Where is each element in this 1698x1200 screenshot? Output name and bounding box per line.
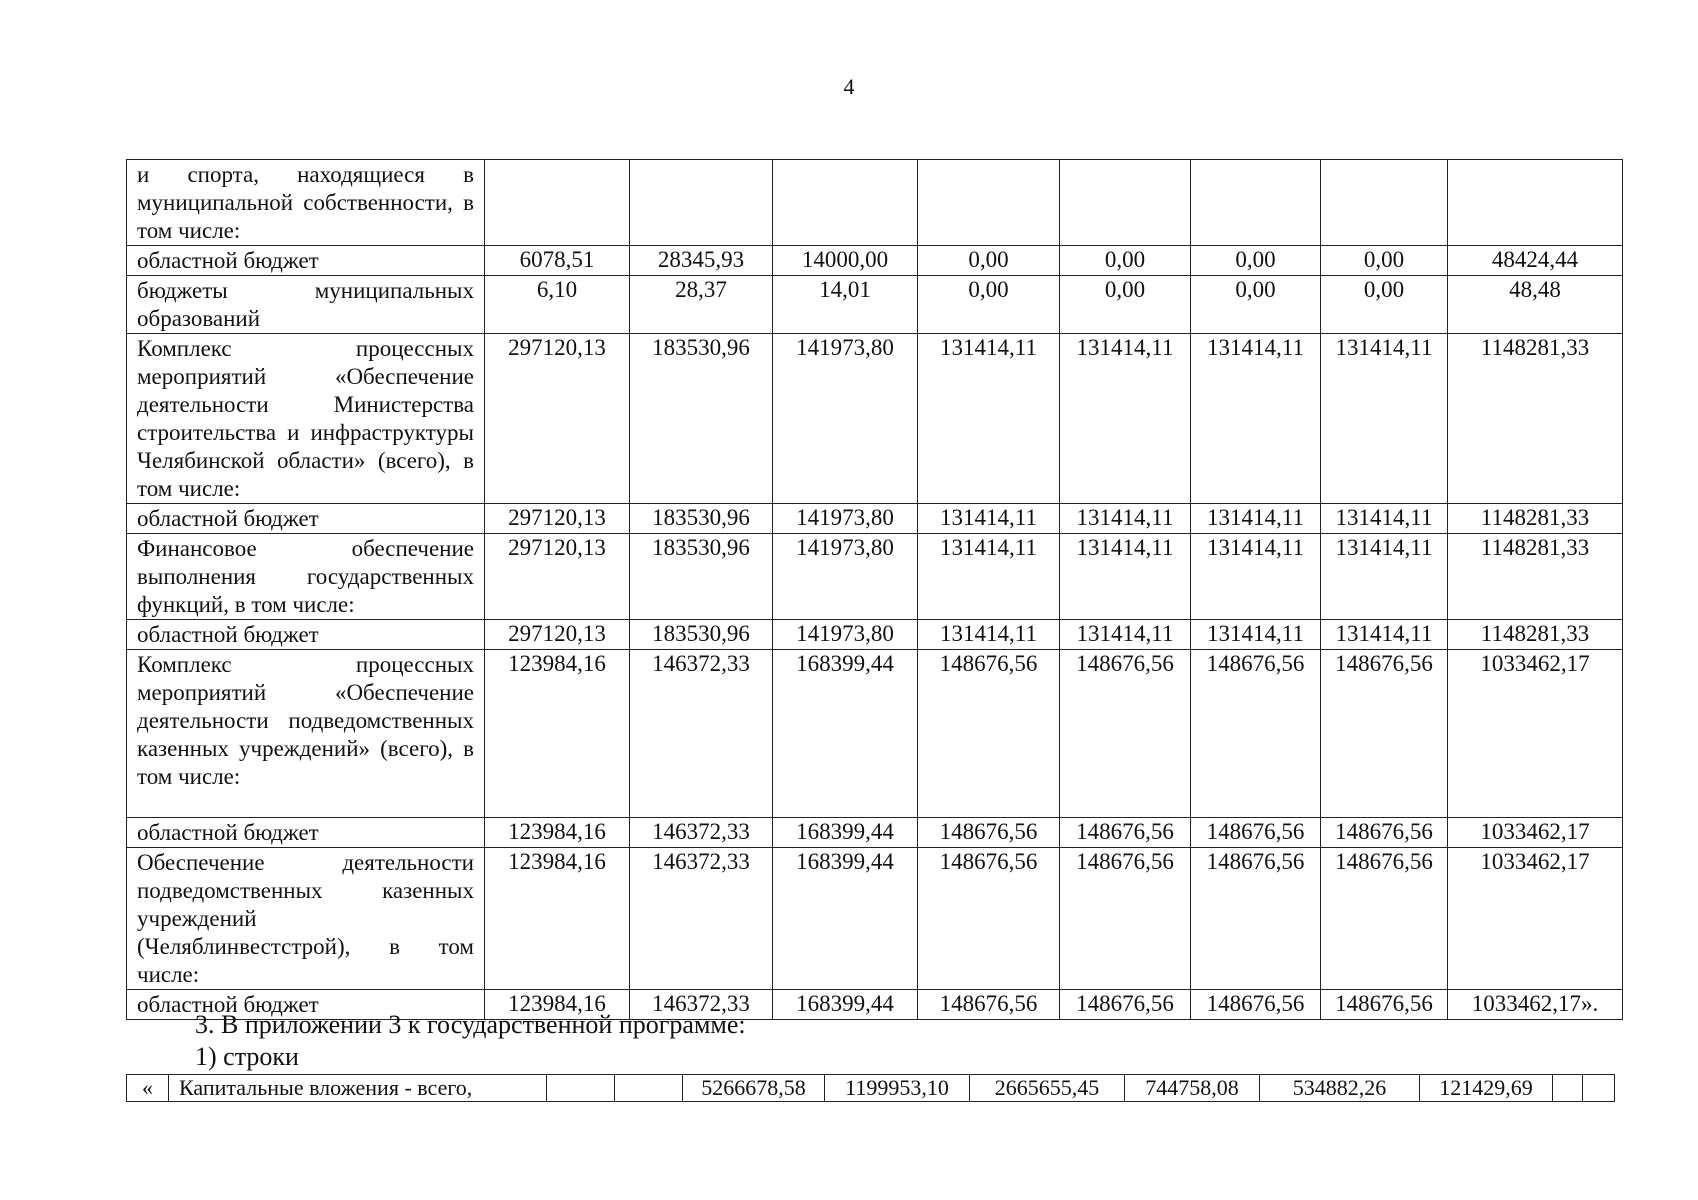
value-cell: 183530,96 xyxy=(630,620,773,650)
value-cell xyxy=(1553,1075,1583,1102)
total-cell: 1148281,33 xyxy=(1448,334,1623,504)
value-cell: 148676,56 xyxy=(918,848,1060,990)
value-cell: 744758,08 xyxy=(1125,1075,1260,1102)
value-cell xyxy=(547,1075,615,1102)
total-cell: 1033462,17 xyxy=(1448,848,1623,990)
paragraph-appendix: 3. В приложении 3 к государственной программе: xyxy=(195,1010,746,1039)
value-cell: 297120,13 xyxy=(485,534,630,620)
total-cell: 1148281,33 xyxy=(1448,534,1623,620)
row-name: областной бюджет xyxy=(127,818,485,848)
value-cell: 0,00 xyxy=(1321,276,1448,334)
row-name: бюджеты муниципальных образований xyxy=(127,276,485,334)
value-cell xyxy=(918,160,1060,246)
table-row xyxy=(127,818,1623,848)
row-name: Финансовое обеспечение выполнения государственных функций, в том числе: xyxy=(127,534,485,620)
value-cell: 131414,11 xyxy=(1060,504,1191,534)
table-row xyxy=(127,276,1623,334)
value-cell: 148676,56 xyxy=(1321,848,1448,990)
value-cell: 148676,56 xyxy=(1191,848,1321,990)
value-cell: 168399,44 xyxy=(773,818,918,848)
value-cell: 168399,44 xyxy=(773,990,918,1020)
value-cell: 123984,16 xyxy=(485,818,630,848)
value-cell: 0,00 xyxy=(1060,246,1191,276)
value-cell: 297120,13 xyxy=(485,620,630,650)
value-cell xyxy=(1191,160,1321,246)
value-cell: 168399,44 xyxy=(773,848,918,990)
value-cell: 131414,11 xyxy=(918,620,1060,650)
value-cell: 1199953,10 xyxy=(825,1075,970,1102)
value-cell: 0,00 xyxy=(1321,246,1448,276)
row-name: областной бюджет xyxy=(127,246,485,276)
total-cell: 1148281,33 xyxy=(1448,504,1623,534)
value-cell xyxy=(1321,160,1448,246)
value-cell: 148676,56 xyxy=(1321,818,1448,848)
value-cell: 6,10 xyxy=(485,276,630,334)
page-number: 4 xyxy=(843,74,855,99)
row-name: Комплекс процессных мероприятий «Обеспечение деятельности подведомственных казенных учреждений» (всего), в том числе: xyxy=(127,650,485,818)
value-cell: 0,00 xyxy=(1191,246,1321,276)
value-cell: 5266678,58 xyxy=(683,1075,825,1102)
value-cell: 131414,11 xyxy=(1191,334,1321,504)
value-cell: 148676,56 xyxy=(1060,990,1191,1020)
value-cell: 131414,11 xyxy=(1321,534,1448,620)
value-cell: 2665655,45 xyxy=(970,1075,1125,1102)
value-cell: 148676,56 xyxy=(1060,650,1191,818)
value-cell: 131414,11 xyxy=(1191,504,1321,534)
value-cell: 131414,11 xyxy=(1060,334,1191,504)
value-cell: 123984,16 xyxy=(485,650,630,818)
value-cell: 183530,96 xyxy=(630,534,773,620)
row-name: и спорта, находящиеся в муниципальной собственности, в том числе: xyxy=(127,160,485,246)
value-cell: 123984,16 xyxy=(485,848,630,990)
total-cell xyxy=(1448,160,1623,246)
value-cell xyxy=(773,160,918,246)
value-cell: 168399,44 xyxy=(773,650,918,818)
row-name: Обеспечение деятельности подведомственных казенных учреждений (Челяблинвестстрой), в том числе: xyxy=(127,848,485,990)
value-cell: 0,00 xyxy=(918,246,1060,276)
total-cell: 1033462,17 xyxy=(1448,650,1623,818)
value-cell: 148676,56 xyxy=(1321,990,1448,1020)
row-name: Капитальные вложения - всего, xyxy=(169,1075,547,1102)
value-cell: 123984,16 xyxy=(485,990,630,1020)
value-cell: 141973,80 xyxy=(773,620,918,650)
value-cell: 146372,33 xyxy=(630,818,773,848)
value-cell: 148676,56 xyxy=(1191,818,1321,848)
value-cell: 131414,11 xyxy=(1060,534,1191,620)
value-cell: 131414,11 xyxy=(1060,620,1191,650)
value-cell: 148676,56 xyxy=(918,650,1060,818)
value-cell: 0,00 xyxy=(1191,276,1321,334)
total-cell: 1148281,33 xyxy=(1448,620,1623,650)
table-row xyxy=(127,1075,1615,1102)
row-name: областной бюджет xyxy=(127,620,485,650)
value-cell: 28,37 xyxy=(630,276,773,334)
value-cell: 146372,33 xyxy=(630,990,773,1020)
value-cell: 146372,33 xyxy=(630,848,773,990)
row-name: областной бюджет xyxy=(127,990,485,1020)
value-cell: 183530,96 xyxy=(630,504,773,534)
value-cell: 131414,11 xyxy=(918,504,1060,534)
value-cell: 141973,80 xyxy=(773,334,918,504)
value-cell: 534882,26 xyxy=(1260,1075,1420,1102)
table-row xyxy=(127,620,1623,650)
value-cell: 148676,56 xyxy=(1060,818,1191,848)
total-cell: 1033462,17 xyxy=(1448,818,1623,848)
value-cell: 131414,11 xyxy=(1321,620,1448,650)
value-cell: 146372,33 xyxy=(630,650,773,818)
value-cell: 14,01 xyxy=(773,276,918,334)
value-cell: 183530,96 xyxy=(630,334,773,504)
value-cell: 131414,11 xyxy=(1321,334,1448,504)
value-cell: 121429,69 xyxy=(1420,1075,1553,1102)
value-cell: 6078,51 xyxy=(485,246,630,276)
value-cell: 131414,11 xyxy=(1191,620,1321,650)
value-cell: 297120,13 xyxy=(485,504,630,534)
value-cell: 141973,80 xyxy=(773,534,918,620)
paragraph-rows: 1) строки xyxy=(195,1042,299,1071)
value-cell: 131414,11 xyxy=(918,334,1060,504)
table-row xyxy=(127,160,1623,246)
value-cell xyxy=(630,160,773,246)
value-cell: 148676,56 xyxy=(1191,650,1321,818)
table-row xyxy=(127,534,1623,620)
value-cell: 148676,56 xyxy=(1321,650,1448,818)
value-cell: 0,00 xyxy=(1060,276,1191,334)
total-cell: 1033462,17». xyxy=(1448,990,1623,1020)
value-cell: 148676,56 xyxy=(918,990,1060,1020)
total-cell: 48,48 xyxy=(1448,276,1623,334)
table-row xyxy=(127,504,1623,534)
value-cell: 131414,11 xyxy=(918,534,1060,620)
quote-cell: « xyxy=(127,1075,169,1102)
value-cell: 0,00 xyxy=(918,276,1060,334)
value-cell: 131414,11 xyxy=(1191,534,1321,620)
value-cell xyxy=(485,160,630,246)
value-cell: 28345,93 xyxy=(630,246,773,276)
budget-table xyxy=(126,159,1623,1020)
capital-investments-table xyxy=(126,1074,1615,1102)
row-name: Комплекс процессных мероприятий «Обеспечение деятельности Министерства строительства и инфраструктуры Челябинской области» (всего), в том числе: xyxy=(127,334,485,504)
table-row xyxy=(127,246,1623,276)
value-cell: 148676,56 xyxy=(1191,990,1321,1020)
value-cell: 141973,80 xyxy=(773,504,918,534)
table-row xyxy=(127,848,1623,990)
value-cell: 148676,56 xyxy=(918,818,1060,848)
value-cell xyxy=(1060,160,1191,246)
value-cell: 131414,11 xyxy=(1321,504,1448,534)
value-cell: 148676,56 xyxy=(1060,848,1191,990)
table-row xyxy=(127,650,1623,818)
value-cell: 297120,13 xyxy=(485,334,630,504)
table-row xyxy=(127,334,1623,504)
row-name: областной бюджет xyxy=(127,504,485,534)
value-cell xyxy=(615,1075,683,1102)
value-cell: 14000,00 xyxy=(773,246,918,276)
total-cell: 48424,44 xyxy=(1448,246,1623,276)
value-cell xyxy=(1583,1075,1615,1102)
